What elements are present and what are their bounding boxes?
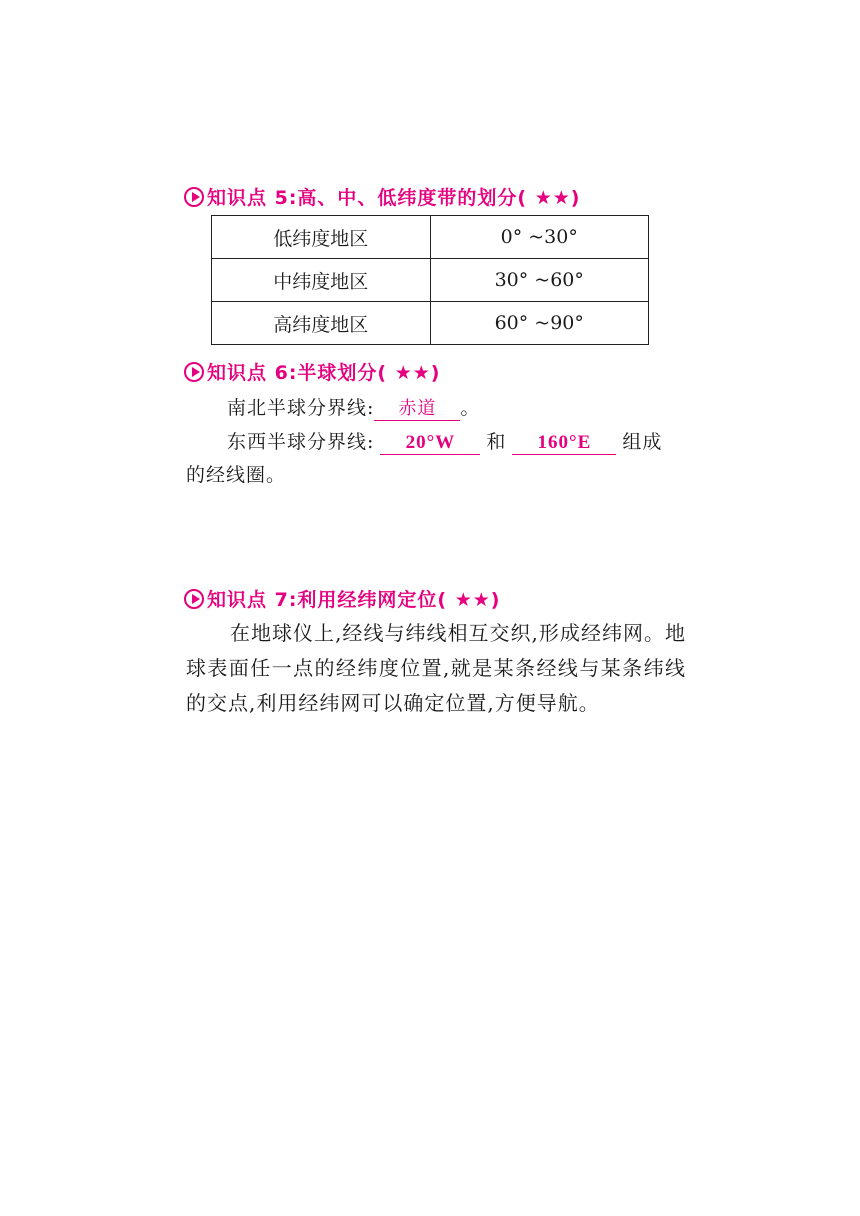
section-5-title bbox=[184, 183, 580, 210]
ew-boundary-answer-2: 160°E bbox=[512, 432, 616, 455]
range-cell: 30° ~60° bbox=[430, 259, 649, 302]
play-circle-icon bbox=[184, 362, 204, 382]
section-7-title-text: 知识点 7:利用经纬网定位( ★★) bbox=[207, 589, 501, 611]
table-row bbox=[212, 259, 649, 302]
zone-cell: 高纬度地区 bbox=[212, 302, 431, 345]
ew-boundary-continuation: 的经线圈。 bbox=[186, 464, 287, 486]
table-row bbox=[212, 302, 649, 345]
ns-boundary-end: 。 bbox=[460, 397, 481, 419]
ew-boundary-end: 组成 bbox=[622, 431, 663, 453]
table-row bbox=[212, 216, 649, 259]
section-6-title-text: 知识点 6:半球划分( ★★) bbox=[207, 362, 441, 384]
range-cell: 0° ~30° bbox=[430, 216, 649, 259]
ns-boundary-answer: 赤道 bbox=[374, 394, 460, 421]
ew-boundary-mid: 和 bbox=[486, 431, 507, 453]
section-6-title bbox=[184, 358, 440, 385]
range-cell: 60° ~90° bbox=[430, 302, 649, 345]
ew-boundary-label: 东西半球分界线: bbox=[227, 431, 375, 453]
section-5-title-text: 知识点 5:高、中、低纬度带的划分( ★★) bbox=[207, 187, 581, 209]
zone-cell: 中纬度地区 bbox=[212, 259, 431, 302]
ns-boundary-line bbox=[227, 393, 480, 421]
play-circle-icon bbox=[184, 187, 204, 207]
zone-cell: 低纬度地区 bbox=[212, 216, 431, 259]
ns-boundary-label: 南北半球分界线: bbox=[227, 397, 375, 419]
section-7-body: 在地球仪上,经线与纬线相互交织,形成经纬网。地球表面任一点的经纬度位置,就是某条经线与某条纬线的交点,利用经纬网可以确定位置,方便导航。 bbox=[186, 621, 686, 715]
latitude-zone-table bbox=[211, 215, 649, 345]
section-7-title bbox=[184, 585, 500, 612]
play-circle-icon bbox=[184, 589, 204, 609]
ew-boundary-line bbox=[227, 427, 662, 455]
ew-boundary-answer-1: 20°W bbox=[380, 432, 480, 455]
